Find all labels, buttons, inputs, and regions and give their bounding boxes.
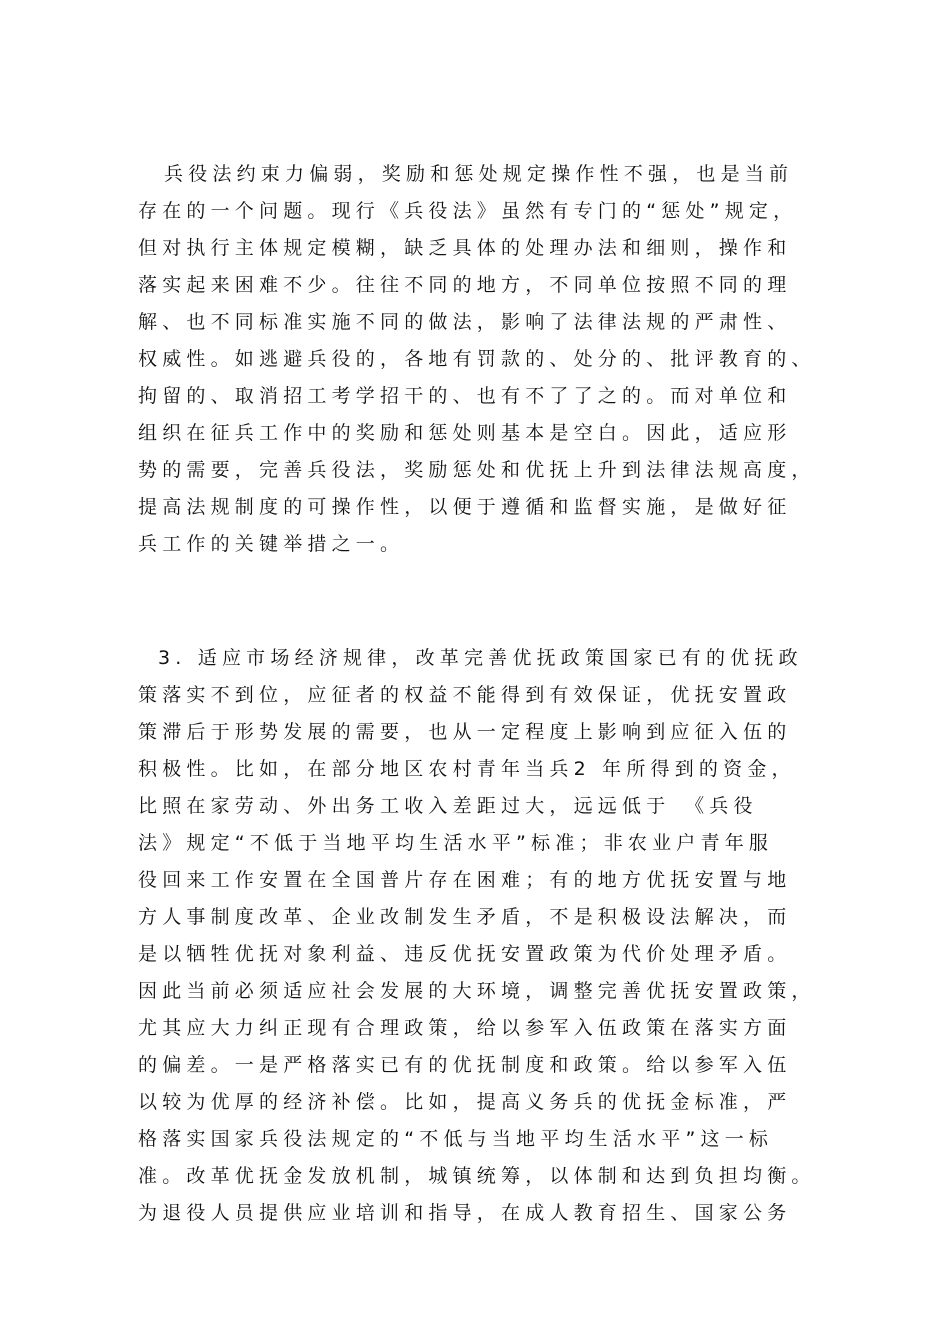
paragraph-military-service-law bbox=[138, 156, 838, 563]
text-line: 为退役人员提供应业培训和指导，在成人教育招生、国家公务 bbox=[138, 1202, 792, 1224]
text-line: 格落实国家兵役法规定的“不低与当地平均生活水平”这一标 bbox=[138, 1128, 774, 1150]
text-line: 因此当前必须适应社会发展的大环境，调整完善优抚安置政策， bbox=[138, 980, 816, 1002]
text-line: 但对执行主体规定模糊，缺乏具体的处理办法和细则，操作和 bbox=[138, 237, 792, 259]
text-line: 是以牺牲优抚对象利益、违反优抚安置政策为代价处理矛盾。 bbox=[138, 943, 792, 965]
text-line: 的偏差。一是严格落实已有的优抚制度和政策。给以参军入伍 bbox=[138, 1054, 792, 1076]
text-line: 兵役法约束力偏弱，奖励和惩处规定操作性不强，也是当前 bbox=[164, 163, 794, 185]
text-line: 拘留的、取消招工考学招干的、也有不了了之的。而对单位和 bbox=[138, 385, 792, 407]
text-line: 兵工作的关键举措之一。 bbox=[138, 533, 405, 555]
text-line: 方人事制度改革、企业改制发生矛盾，不是积极设法解决，而 bbox=[138, 906, 792, 928]
text-line: 以较为优厚的经济补偿。比如，提高义务兵的优抚金标准，严 bbox=[138, 1091, 792, 1113]
text-line: 策落实不到位，应征者的权益不能得到有效保证，优抚安置政 bbox=[138, 684, 792, 706]
text-line: 解、也不同标准实施不同的做法，影响了法律法规的严肃性、 bbox=[138, 311, 792, 333]
text-line: 权威性。如逃避兵役的，各地有罚款的、处分的、批评教育的、 bbox=[138, 348, 816, 370]
text-line: 比照在家劳动、外出务工收入差距过大，远远低于 《兵役 bbox=[138, 795, 758, 817]
text-line: 存在的一个问题。现行《兵役法》虽然有专门的“惩处”规定， bbox=[138, 200, 798, 222]
paragraph-preferential-policy bbox=[138, 640, 838, 1232]
text-line: 提高法规制度的可操作性，以便于遵循和监督实施，是做好征 bbox=[138, 496, 792, 518]
text-line: 3. 适应市场经济规律，改革完善优抚政策国家已有的优抚政 bbox=[158, 647, 803, 669]
text-line: 组织在征兵工作中的奖励和惩处则基本是空白。因此，适应形 bbox=[138, 422, 792, 444]
text-line: 尤其应大力纠正现有合理政策，给以参军入伍政策在落实方面 bbox=[138, 1017, 792, 1039]
text-line: 法》规定“不低于当地平均生活水平”标准；非农业户青年服 bbox=[138, 832, 774, 854]
text-line: 准。改革优抚金发放机制，城镇统筹，以体制和达到负担均衡。 bbox=[138, 1165, 816, 1187]
text-line: 落实起来困难不少。往往不同的地方，不同单位按照不同的理 bbox=[138, 274, 792, 296]
text-line: 积极性。比如，在部分地区农村青年当兵2 年所得到的资金， bbox=[138, 758, 796, 780]
text-line: 策滞后于形势发展的需要，也从一定程度上影响到应征入伍的 bbox=[138, 721, 792, 743]
text-line: 役回来工作安置在全国普片存在困难；有的地方优抚安置与地 bbox=[138, 869, 792, 891]
text-line: 势的需要，完善兵役法，奖励惩处和优抚上升到法律法规高度， bbox=[138, 459, 816, 481]
